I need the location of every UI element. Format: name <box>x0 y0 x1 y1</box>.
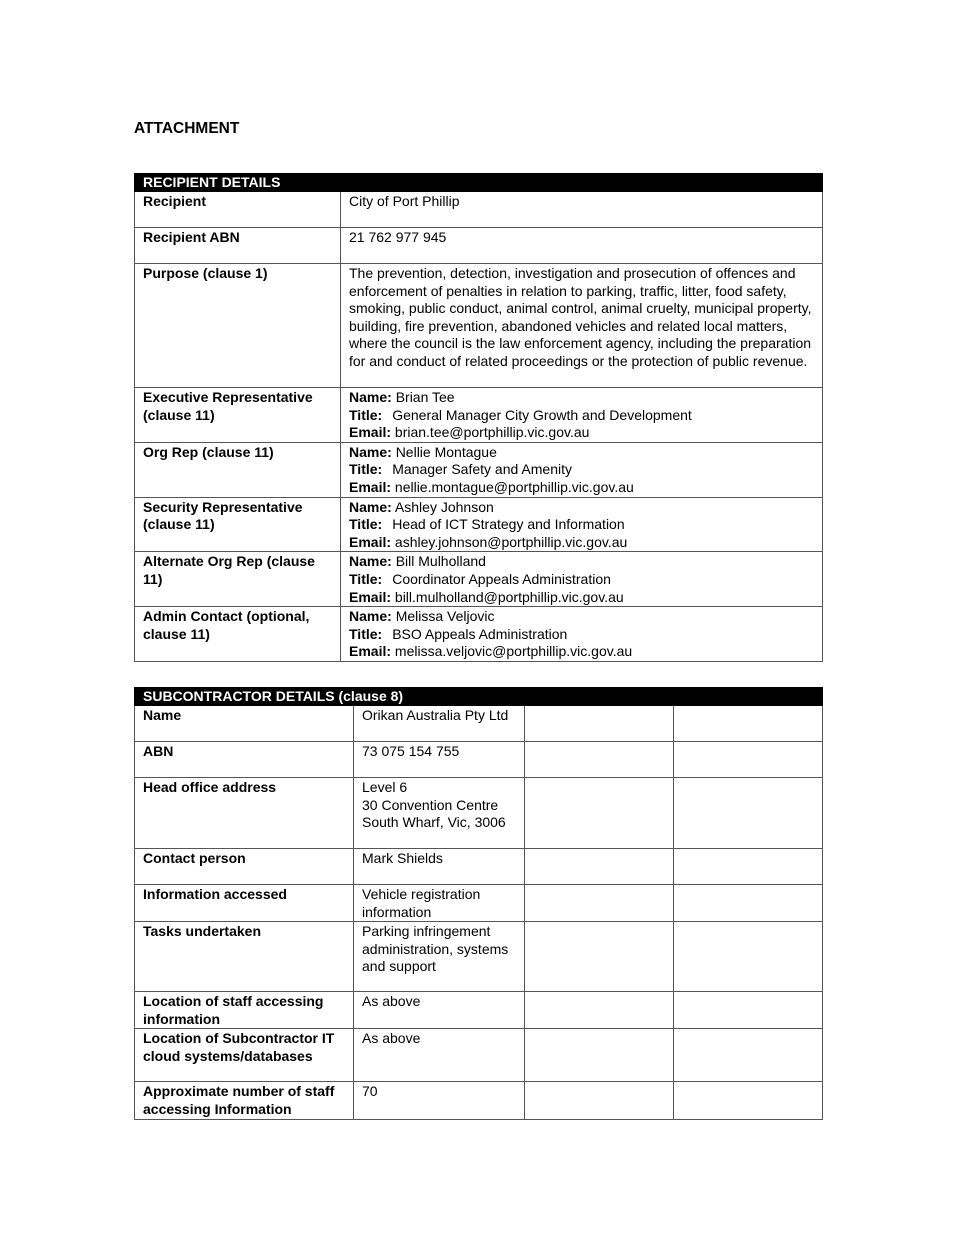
contact-email: bill.mulholland@portphillip.vic.gov.au <box>394 588 624 605</box>
empty-cell <box>674 922 823 992</box>
contact-title: BSO Appeals Administration <box>392 625 568 642</box>
contact-details <box>341 442 823 497</box>
row-label: Approximate number of staff accessing Information <box>135 1082 354 1119</box>
contact-name: Nellie Montague <box>395 443 497 460</box>
table-row <box>135 922 823 992</box>
title-key: Title: <box>349 406 383 423</box>
table-row <box>135 992 823 1029</box>
row-label: Information accessed <box>135 885 354 922</box>
contact-details <box>341 388 823 443</box>
contact-email: nellie.montague@portphillip.vic.gov.au <box>394 478 634 495</box>
recipient-abn-value: 21 762 977 945 <box>341 228 823 264</box>
empty-cell <box>525 742 674 778</box>
contact-row <box>135 607 823 662</box>
contact-label: Security Representative (clause 11) <box>135 497 341 552</box>
title-key: Title: <box>349 516 383 533</box>
row-value: As above <box>354 1029 525 1082</box>
contact-name: Ashley Johnson <box>394 498 494 515</box>
contact-details <box>341 497 823 552</box>
empty-cell <box>525 992 674 1029</box>
purpose-label: Purpose (clause 1) <box>135 264 341 388</box>
empty-cell <box>674 1082 823 1119</box>
empty-cell <box>525 922 674 992</box>
table-row <box>135 778 823 849</box>
title-key: Title: <box>349 461 383 478</box>
name-key: Name: <box>349 389 392 405</box>
recipient-details-table <box>134 173 823 662</box>
email-key: Email: <box>349 424 392 441</box>
table-row <box>135 228 823 264</box>
table-row <box>135 192 823 228</box>
contact-label: Alternate Org Rep (clause 11) <box>135 552 341 607</box>
row-value: 70 <box>354 1082 525 1119</box>
row-value: As above <box>354 992 525 1029</box>
contact-email: melissa.veljovic@portphillip.vic.gov.au <box>394 643 633 660</box>
contact-email: ashley.johnson@portphillip.vic.gov.au <box>394 533 628 550</box>
subcontractor-section-title: SUBCONTRACTOR DETAILS (clause 8) <box>135 688 823 706</box>
address-line: Level 6 <box>362 779 408 795</box>
contact-row <box>135 552 823 607</box>
row-label: Contact person <box>135 849 354 885</box>
row-value: Mark Shields <box>354 849 525 885</box>
contact-details <box>341 607 823 662</box>
row-value: Parking infringement administration, systems and support <box>354 922 525 992</box>
table-row <box>135 1029 823 1082</box>
empty-cell <box>525 885 674 922</box>
contact-name: Brian Tee <box>395 389 455 405</box>
subcontractor-details-table <box>134 687 823 1120</box>
purpose-value: The prevention, detection, investigation and prosecution of offences and enforcement of penalties in relation to parking, traffic, litter, food safety, smoking, public conduct, animal control, animal cruelty, municipal property, building, fire prevention, abandoned vehicles and related local matters, where the council is the law enforcement agency, including the preparation for and conduct of related proceedings or the protection of public revenue. <box>341 264 823 388</box>
table-row <box>135 849 823 885</box>
contact-email: brian.tee@portphillip.vic.gov.au <box>394 424 590 441</box>
empty-cell <box>674 778 823 849</box>
contact-label: Admin Contact (optional, clause 11) <box>135 607 341 662</box>
page-heading: ATTACHMENT <box>134 120 240 137</box>
row-value <box>354 778 525 849</box>
email-key: Email: <box>349 588 392 605</box>
contact-title: Manager Safety and Amenity <box>392 461 572 478</box>
empty-cell <box>674 706 823 742</box>
table-row <box>135 1082 823 1119</box>
contact-title: General Manager City Growth and Development <box>392 406 692 423</box>
contact-title: Head of ICT Strategy and Information <box>392 516 625 533</box>
empty-cell <box>525 706 674 742</box>
recipient-abn-label: Recipient ABN <box>135 228 341 264</box>
row-label: Head office address <box>135 778 354 849</box>
address-line: 30 Convention Centre South Wharf, Vic, 3006 <box>362 796 506 831</box>
recipient-value: City of Port Phillip <box>341 192 823 228</box>
row-label: Name <box>135 706 354 742</box>
contact-name: Melissa Veljovic <box>395 608 495 625</box>
recipient-section-title: RECIPIENT DETAILS <box>135 174 823 192</box>
empty-cell <box>525 1029 674 1082</box>
name-key: Name: <box>349 498 392 515</box>
row-label: Location of staff accessing information <box>135 992 354 1029</box>
contact-label: Org Rep (clause 11) <box>135 442 341 497</box>
email-key: Email: <box>349 478 392 495</box>
empty-cell <box>525 849 674 885</box>
empty-cell <box>674 885 823 922</box>
name-key: Name: <box>349 443 392 460</box>
contact-label: Executive Representative (clause 11) <box>135 388 341 443</box>
empty-cell <box>674 1029 823 1082</box>
row-label: Tasks undertaken <box>135 922 354 992</box>
title-key: Title: <box>349 625 383 642</box>
row-value: 73 075 154 755 <box>354 742 525 778</box>
contact-title: Coordinator Appeals Administration <box>392 570 611 587</box>
empty-cell <box>674 992 823 1029</box>
email-key: Email: <box>349 643 392 660</box>
contact-details <box>341 552 823 607</box>
contact-row <box>135 497 823 552</box>
empty-cell <box>525 778 674 849</box>
row-label: Location of Subcontractor IT cloud systems/databases <box>135 1029 354 1082</box>
table-row <box>135 264 823 388</box>
row-value: Vehicle registration information <box>354 885 525 922</box>
row-value: Orikan Australia Pty Ltd <box>354 706 525 742</box>
table-row <box>135 885 823 922</box>
recipient-label: Recipient <box>135 192 341 228</box>
name-key: Name: <box>349 553 392 570</box>
contact-row <box>135 442 823 497</box>
table-row <box>135 706 823 742</box>
row-label: ABN <box>135 742 354 778</box>
name-key: Name: <box>349 608 392 625</box>
contact-name: Bill Mulholland <box>395 553 486 570</box>
email-key: Email: <box>349 533 392 550</box>
title-key: Title: <box>349 570 383 587</box>
empty-cell <box>674 742 823 778</box>
table-row <box>135 742 823 778</box>
empty-cell <box>525 1082 674 1119</box>
contact-row <box>135 388 823 443</box>
empty-cell <box>674 849 823 885</box>
